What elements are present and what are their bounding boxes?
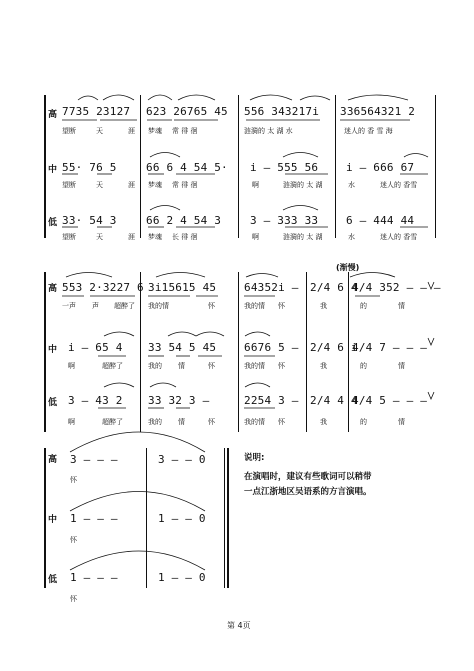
lyric: 怀 [70,595,77,603]
system-3-left-barline [44,448,46,588]
system-2-barline [140,272,141,432]
measure: 3i15615 45 [148,281,217,294]
system-1-barline [238,95,239,238]
lyric: 超醉了 [102,418,123,426]
system-1-barline [435,95,436,238]
measure: 1 – – 0 [158,512,206,525]
lyric: 天 [96,181,103,189]
measure: i – 555 56 [250,161,319,174]
lyric: 怀 [208,302,215,310]
measure: 336564321 2 [340,105,416,118]
lyric: 梦魂 [148,233,162,241]
lyric: 怀 [70,536,77,544]
lyric: 梦魂 [148,127,162,135]
lyric: 怀 [278,362,285,370]
measure: 4/4 352 – – – [352,281,441,294]
system-1-left-barline [44,95,46,238]
part-label-bass: 低 [48,218,58,228]
measure: 7735 23127 [62,105,131,118]
system-3-barline [146,448,147,588]
note-heading: 说明: [244,453,265,463]
lyric: 情 [398,418,405,426]
lyric: 我的 [148,418,162,426]
lyric: 我 [320,302,327,310]
lyric: 情 [178,362,185,370]
lyric: 声 [92,302,99,310]
lyric: 望断 [62,233,76,241]
lyric: 怀 [208,362,215,370]
lyric: 我的情 [244,362,265,370]
measure: 1 – – – [70,571,118,584]
measure: 556 343217i [244,105,320,118]
note-line: 在演唱时，建议有些歌词可以稍带 [244,472,372,482]
measure: 3 – 43 2 [68,394,123,407]
measure: 3 – – – [70,453,118,466]
system-2-barline [306,272,307,432]
lyric: 涟漪的 太 湖 [283,181,323,189]
lyric: 怀 [70,476,77,484]
lyric: 啊 [68,418,75,426]
measure: 66 2 4 54 3 [146,214,222,227]
lyric: 啊 [68,362,75,370]
measure: 2/4 6 4 [310,281,358,294]
lyric: 我的情 [148,302,169,310]
lyric: 我的情 [244,302,265,310]
measure: 3 – – 0 [158,453,206,466]
measure: 4/4 7 – – – [352,341,428,354]
lyric: 长 徘 徊 [172,233,198,241]
measure: 1 – – 0 [158,571,206,584]
lyric: 涯 [128,127,135,135]
measure: 33 54 5 45 [148,341,217,354]
measure: i – 65 4 [68,341,123,354]
lyric: 涟漪的 太 湖 [283,233,323,241]
lyric: 超醉了 [102,362,123,370]
page-number: 第 4页 [227,621,251,630]
measure: i – 666 67 [346,161,415,174]
measure: 2/4 4 4 [310,394,358,407]
part-label-alto: 中 [48,165,58,175]
lyric: 啊 [252,233,259,241]
lyric: 我 [320,418,327,426]
lyric: 迷人的 香雪 [380,181,418,189]
measure: 66 6 4 54 5· [146,161,228,174]
part-label-bass: 低 [48,398,58,408]
lyric: 怀 [278,302,285,310]
measure: 4/4 5 – – – [352,394,428,407]
lyric: 怀 [208,418,215,426]
part-label-soprano: 高 [48,110,58,120]
part-label-alto: 中 [48,515,58,525]
part-label-soprano: 高 [48,284,58,294]
measure: 2/4 6 i [310,341,358,354]
lyric: 情 [398,362,405,370]
lyric: 情 [178,418,185,426]
measure: 553 2·3227 6 [62,281,144,294]
lyric: 涯 [128,233,135,241]
lyric: 水 [348,233,355,241]
system-2-left-barline [44,272,46,432]
lyric: 怀 [278,418,285,426]
lyric: 迷人的 香 雪 海 [344,127,393,135]
lyric: 望断 [62,181,76,189]
final-barline [227,448,229,588]
measure: 33 32 3 – [148,394,210,407]
system-3-barline [224,448,225,588]
lyric: 啊 [252,181,259,189]
lyric: 的 [360,418,367,426]
measure: 55· 76 5 [62,161,117,174]
measure: 33· 54 3 [62,214,117,227]
measure: 2254 3 – [244,394,299,407]
lyric: 望断 [62,127,76,135]
part-label-bass: 低 [48,575,58,585]
lyric: 的 [360,362,367,370]
lyric: 梦魂 [148,181,162,189]
lyric: 常 徘 徊 [172,127,198,135]
lyric: 我 [320,362,327,370]
measure: 64352i – [244,281,299,294]
lyric: 涯 [128,181,135,189]
note-line: 一点江浙地区吴语系的方言演唱。 [244,487,372,497]
measure: 623 26765 45 [146,105,228,118]
lyric: 常 徘 徊 [172,181,198,189]
system-1-barline [335,95,336,238]
lyric: 超醉了 [114,302,135,310]
measure: 6676 5 – [244,341,299,354]
lyric: 我的 [148,362,162,370]
measure: 1 – – – [70,512,118,525]
lyric: 天 [96,233,103,241]
lyric: 涟漪的 太 湖 水 [244,127,293,135]
part-label-soprano: 高 [48,455,58,465]
measure: 6 – 444 44 [346,214,415,227]
part-label-alto: 中 [48,345,58,355]
lyric: 水 [348,181,355,189]
lyric: 的 [360,302,367,310]
dynamic-marking: (渐慢) [336,263,360,272]
system-2-barline [238,272,239,432]
lyric: 天 [96,127,103,135]
lyric: 我的情 [244,418,265,426]
lyric: 一声 [62,302,76,310]
measure: 3 – 333 33 [250,214,319,227]
system-1-barline [140,95,141,238]
lyric: 情 [398,302,405,310]
lyric: 迷人的 香雪 [380,233,418,241]
